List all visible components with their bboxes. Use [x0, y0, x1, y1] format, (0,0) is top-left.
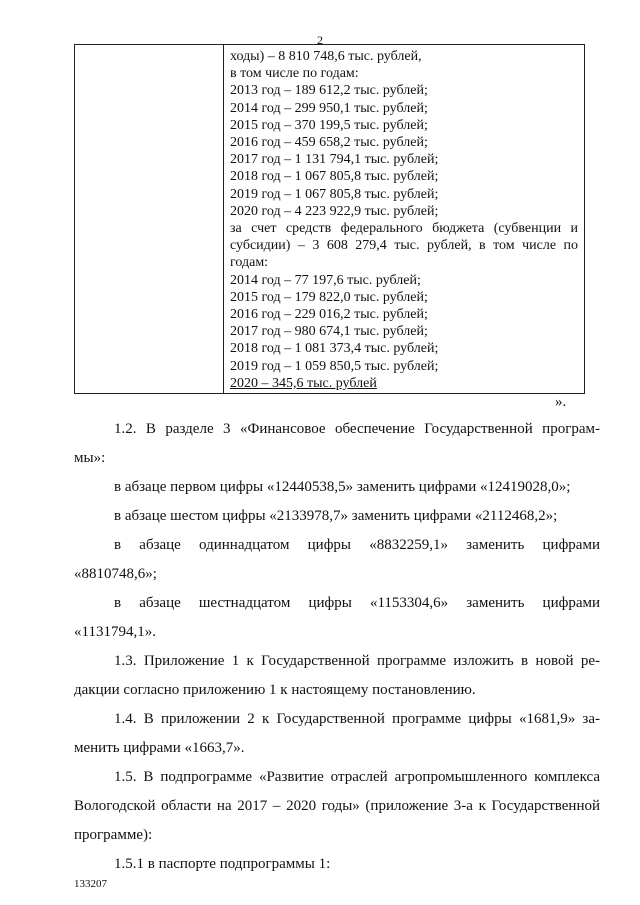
word: в [114, 595, 122, 611]
word: в [114, 537, 122, 553]
page-number: 2 [317, 33, 323, 47]
item-1-4-line2: менить цифрами «1663,7». [74, 740, 245, 756]
table-line: в том числе по годам: [230, 66, 359, 82]
word: абзаце [139, 595, 181, 611]
item-1-2-b: в абзаце шестом цифры «2133978,7» заменить цифрами «2112468,2»; [114, 508, 558, 524]
word: заменить [466, 595, 525, 611]
federal-line: 2020 – 345,6 тыс. рублей [230, 375, 377, 391]
item-1-5-line2: Вологодской области на 2017 – 2020 годы» (приложение 3-а к Государственной [74, 798, 600, 814]
item-1-5-1: 1.5.1 в паспорте подпрограммы 1: [114, 856, 331, 872]
table-line: 2020 год – 4 223 922,9 тыс. рублей; [230, 203, 439, 219]
word: одиннадцатом [199, 537, 290, 553]
item-1-2-d-line1 [114, 589, 600, 618]
document-code: 133207 [74, 878, 107, 890]
word: цифрами [542, 537, 600, 553]
word: цифрами [542, 595, 600, 611]
table-line: 2019 год – 1 067 805,8 тыс. рублей; [230, 186, 439, 202]
federal-line: 2019 год – 1 059 850,5 тыс. рублей; [230, 358, 439, 374]
table-line: ходы) – 8 810 748,6 тыс. рублей, [230, 49, 422, 64]
word: шестнадцатом [198, 595, 291, 611]
item-1-3-line1: 1.3. Приложение 1 к Государственной программе изложить в новой ре- [114, 653, 600, 669]
item-1-2-c-line1 [114, 531, 600, 560]
table-line: 2015 год – 370 199,5 тыс. рублей; [230, 117, 428, 133]
table-line: 2017 год – 1 131 794,1 тыс. рублей; [230, 152, 439, 168]
federal-line: 2016 год – 229 016,2 тыс. рублей; [230, 307, 428, 323]
word: «8832259,1» [369, 537, 448, 553]
passport-table [74, 44, 585, 394]
word: заменить [466, 537, 525, 553]
table-line: 2014 год – 299 950,1 тыс. рублей; [230, 100, 428, 116]
word: цифры [308, 595, 352, 611]
word: цифры [307, 537, 352, 553]
item-1-2-line2: мы»: [74, 450, 106, 466]
item-1-2-line1: 1.2. В разделе 3 «Финансовое обеспечение Государственной програм- [114, 421, 600, 437]
table-line: 2013 год – 189 612,2 тыс. рублей; [230, 83, 428, 99]
federal-line: 2015 год – 179 822,0 тыс. рублей; [230, 289, 428, 305]
federal-budget-paragraph: за счет средств федерального бюджета (субвенции и субсидии) – 3 608 279,4 тыс. рублей, в том числе по годам: [230, 221, 578, 271]
item-1-3-line2: дакции согласно приложению 1 к настоящему постановлению. [74, 682, 476, 698]
item-1-5-line1: 1.5. В подпрограмме «Развитие отраслей агропромышленного комплекса [114, 769, 600, 785]
table-line: 2018 год – 1 067 805,8 тыс. рублей; [230, 169, 439, 185]
table-line: 2016 год – 459 658,2 тыс. рублей; [230, 135, 428, 151]
federal-line: 2014 год – 77 197,6 тыс. рублей; [230, 272, 421, 288]
closing-quote: ». [555, 394, 567, 410]
item-1-4-line1: 1.4. В приложении 2 к Государственной программе цифры «1681,9» за- [114, 711, 600, 727]
word: «1153304,6» [369, 595, 449, 611]
item-1-5-line3: программе): [74, 827, 153, 843]
table-left-cell [75, 45, 224, 393]
federal-line: 2018 год – 1 081 373,4 тыс. рублей; [230, 341, 439, 357]
word: абзаце [139, 537, 181, 553]
item-1-2-c-line2: «8810748,6»; [74, 566, 157, 582]
federal-line: 2017 год – 980 674,1 тыс. рублей; [230, 324, 428, 340]
item-1-2-d-line2: «1131794,1». [74, 624, 156, 640]
item-1-2-a: в абзаце первом цифры «12440538,5» заменить цифрами «12419028,0»; [114, 479, 571, 495]
table-right-cell [225, 45, 584, 392]
